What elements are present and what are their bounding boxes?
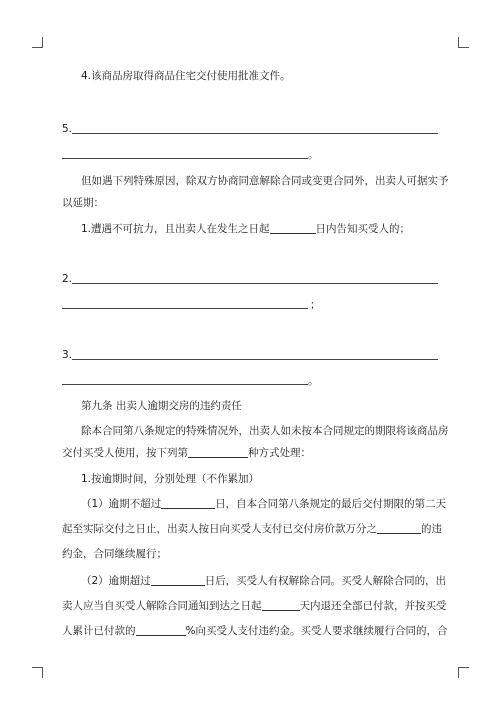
- clause-2-blank-line-2: [62, 308, 308, 309]
- case-2-days-blank[interactable]: [151, 575, 205, 586]
- penalty-percent-blank[interactable]: [136, 625, 186, 636]
- clause-5-blank-line-1: [72, 133, 438, 134]
- clause-2-label: 2.: [62, 273, 73, 285]
- crop-mark-bottom-left: [32, 667, 43, 678]
- case-2-line-1: [62, 574, 447, 588]
- case-1-text-a: （1）逾期不超过: [81, 498, 162, 510]
- crop-mark-top-right: [458, 37, 469, 48]
- article-9-text-a: 交付买受人使用，按下列第: [62, 447, 188, 459]
- clause-5-period: 。: [308, 149, 319, 161]
- case-2-line-3: [62, 624, 448, 638]
- clause-5-blank-line-2: [62, 158, 308, 159]
- clause-3-label: 3.: [62, 349, 73, 361]
- clause-3-period: 。: [308, 375, 319, 387]
- clause-3-blank-line-2: [62, 384, 308, 385]
- clause-2-semicolon: ；: [310, 299, 321, 311]
- case-1-text-d: 的违: [421, 523, 442, 535]
- extension-paragraph-line-1: 但如遇下列特殊原因，除双方协商同意解除合同或变更合同外，出卖人可据实予: [81, 175, 449, 187]
- case-2-text-c: 卖人应当自买受人解除合同通知到达之日起: [62, 600, 262, 612]
- case-1-text-b: 日，自本合同第八条规定的最后交付期限的第二天: [215, 498, 447, 510]
- force-majeure-text-a: 1.遭遇不可抗力，且出卖人在发生之日起: [81, 223, 270, 235]
- force-majeure-clause: [62, 222, 438, 236]
- clause-4: 4.该商品房取得商品住宅交付使用批准文件。: [81, 70, 291, 82]
- force-majeure-text-b: 日内告知买受人的；: [315, 223, 411, 235]
- case-1-line-2: [62, 522, 442, 536]
- case-2-text-a: （2）逾期超过: [81, 575, 151, 587]
- case-1-line-3: 约金，合同继续履行；: [62, 548, 167, 560]
- case-1-text-c: 起至实际交付之日止，出卖人按日向买受人支付已交付房价款万分之: [62, 523, 377, 535]
- case-2-text-b: 日后，买受人有权解除合同。买受人解除合同的，出: [204, 575, 447, 587]
- case-1-line-1: [62, 497, 447, 511]
- case-2-text-d: 天内退还全部已付款，并按买受: [299, 600, 447, 612]
- article-9-para-line-1: 除本合同第八条规定的特殊情况外，出卖人如未按本合同规定的期限将该商品房: [81, 425, 449, 437]
- clause-2-blank-line-1: [72, 283, 438, 284]
- case-1-days-blank[interactable]: [161, 498, 215, 509]
- extension-paragraph-line-2: 以延期：: [62, 197, 104, 209]
- crop-mark-top-left: [32, 37, 43, 48]
- clause-3-blank-line-1: [72, 359, 438, 360]
- article-9-text-b: 种方式处理：: [248, 447, 311, 459]
- crop-mark-bottom-right: [458, 667, 469, 678]
- option-1-heading: 1.按逾期时间，分别处理（不作累加）: [81, 473, 260, 485]
- method-number-blank[interactable]: [188, 447, 248, 458]
- penalty-rate-blank[interactable]: [377, 523, 421, 534]
- clause-5-label: 5.: [62, 123, 73, 135]
- case-2-text-e: 人累计已付款的: [62, 625, 136, 637]
- force-majeure-days-blank[interactable]: [270, 223, 316, 234]
- refund-days-blank[interactable]: [262, 600, 300, 611]
- article-9-para-line-2: [62, 446, 438, 460]
- case-2-line-2: [62, 599, 447, 613]
- article-9-title: 第九条 出卖人逾期交房的违约责任: [81, 400, 242, 412]
- case-2-text-f: %向买受人支付违约金。买受人要求继续履行合同的，合: [185, 625, 448, 637]
